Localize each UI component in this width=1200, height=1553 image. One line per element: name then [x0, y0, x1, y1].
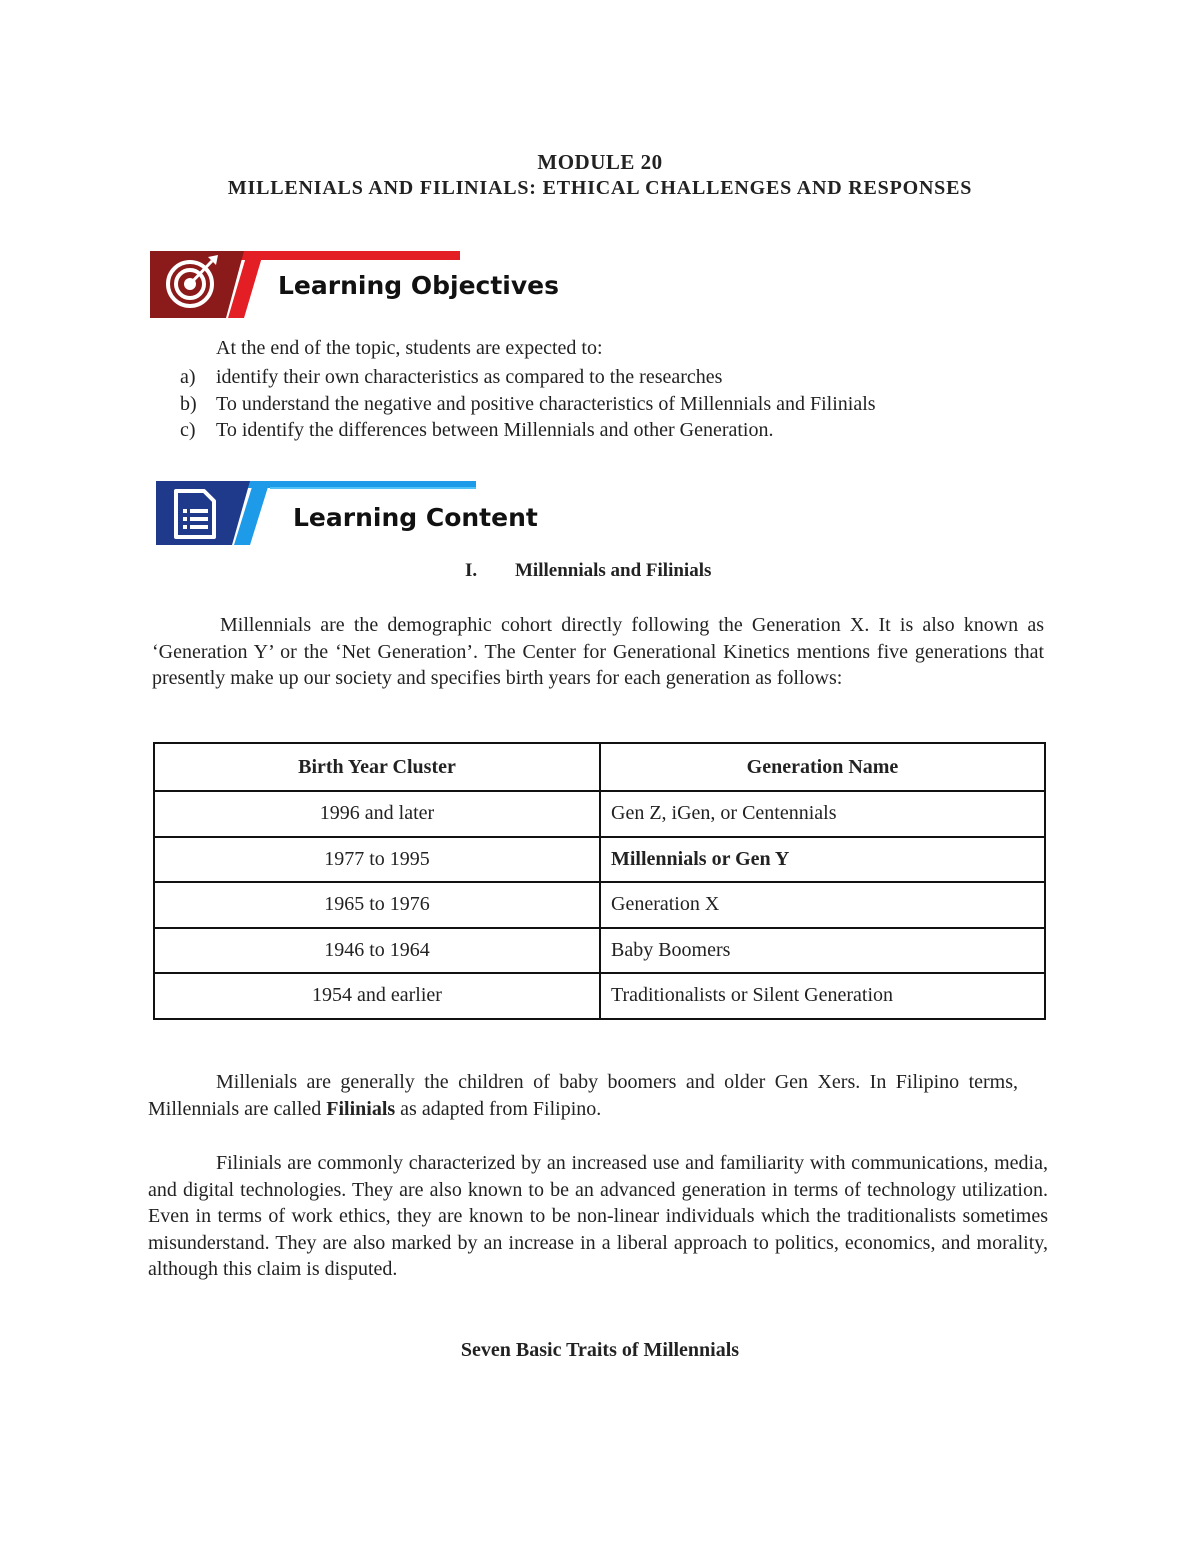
objective-item: [180, 391, 876, 418]
learning-content-banner: [156, 479, 556, 549]
objective-item: [180, 364, 876, 391]
generation-table: [153, 742, 1046, 1020]
characteristics-paragraph: Filinials are commonly characterized by an increased use and familiarity with communications, media, and digital technologies. They are also known to be an advanced generation in terms of technology utilization. Even in terms of work ethics, they are known to be non-linear individuals which the traditionalists sometimes misunderstand. They are also marked by an increase in a liberal approach to politics, economics, and morality, although this claim is disputed.: [148, 1152, 1048, 1280]
paragraph-text: Millenials are generally the children of baby boomers and older Gen Xers. In Filipino terms, Millennials are called: [148, 1071, 1018, 1120]
section-number: I.: [465, 560, 478, 581]
table-row: [154, 882, 1045, 928]
generation-name-cell: Traditionalists or Silent Generation: [600, 973, 1045, 1019]
section-title: Millennials and Filinials: [515, 560, 712, 581]
objective-item: [180, 417, 876, 444]
column-header: Generation Name: [600, 743, 1045, 791]
objective-text: To identify the differences between Millennials and other Generation.: [216, 419, 774, 441]
objective-text: identify their own characteristics as compared to the researches: [216, 366, 723, 388]
learning-objectives-banner: [150, 249, 559, 319]
objectives-list: [180, 364, 876, 444]
table-row: [154, 837, 1045, 883]
generation-name-cell: Baby Boomers: [600, 928, 1045, 974]
table-row: [154, 928, 1045, 974]
objective-marker: a): [180, 366, 196, 388]
birth-year-cell: 1954 and earlier: [154, 973, 600, 1019]
generation-name-cell: Gen Z, iGen, or Centennials: [600, 791, 1045, 837]
module-title: MILLENIALS AND FILINIALS: ETHICAL CHALLENGES AND RESPONSES: [227, 177, 973, 199]
objective-marker: c): [180, 419, 196, 441]
birth-year-cell: 1996 and later: [154, 791, 600, 837]
birth-year-cell: 1977 to 1995: [154, 837, 600, 883]
module-number: MODULE 20: [537, 150, 663, 174]
intro-paragraph: Millennials are the demographic cohort directly following the Generation X. It is also known as ‘Generation Y’ or the ‘Net Generation’. The Center for Generational Kinetics mentions five generations that presently make up our society and specifies birth years for each generation as follows:: [152, 614, 1044, 689]
birth-year-cell: 1946 to 1964: [154, 928, 600, 974]
objectives-intro: At the end of the topic, students are expected to:: [216, 337, 603, 359]
objective-text: To understand the negative and positive characteristics of Millennials and Filinials: [216, 392, 876, 415]
table-header-row: [154, 743, 1045, 791]
filinials-paragraph: [148, 1069, 1018, 1122]
paragraph-text: as adapted from Filipino.: [395, 1097, 602, 1120]
generation-name-cell: Millennials or Gen Y: [600, 837, 1045, 883]
learning-content-heading: Learning Content: [293, 503, 538, 532]
objective-marker: b): [180, 392, 197, 415]
table-row: [154, 791, 1045, 837]
traits-heading: Seven Basic Traits of Millennials: [460, 1339, 740, 1361]
birth-year-cell: 1965 to 1976: [154, 882, 600, 928]
generation-name-cell: Generation X: [600, 882, 1045, 928]
learning-objectives-heading: Learning Objectives: [278, 271, 559, 300]
column-header: Birth Year Cluster: [154, 743, 600, 791]
table-row: [154, 973, 1045, 1019]
filinials-term: Filinials: [326, 1097, 396, 1120]
